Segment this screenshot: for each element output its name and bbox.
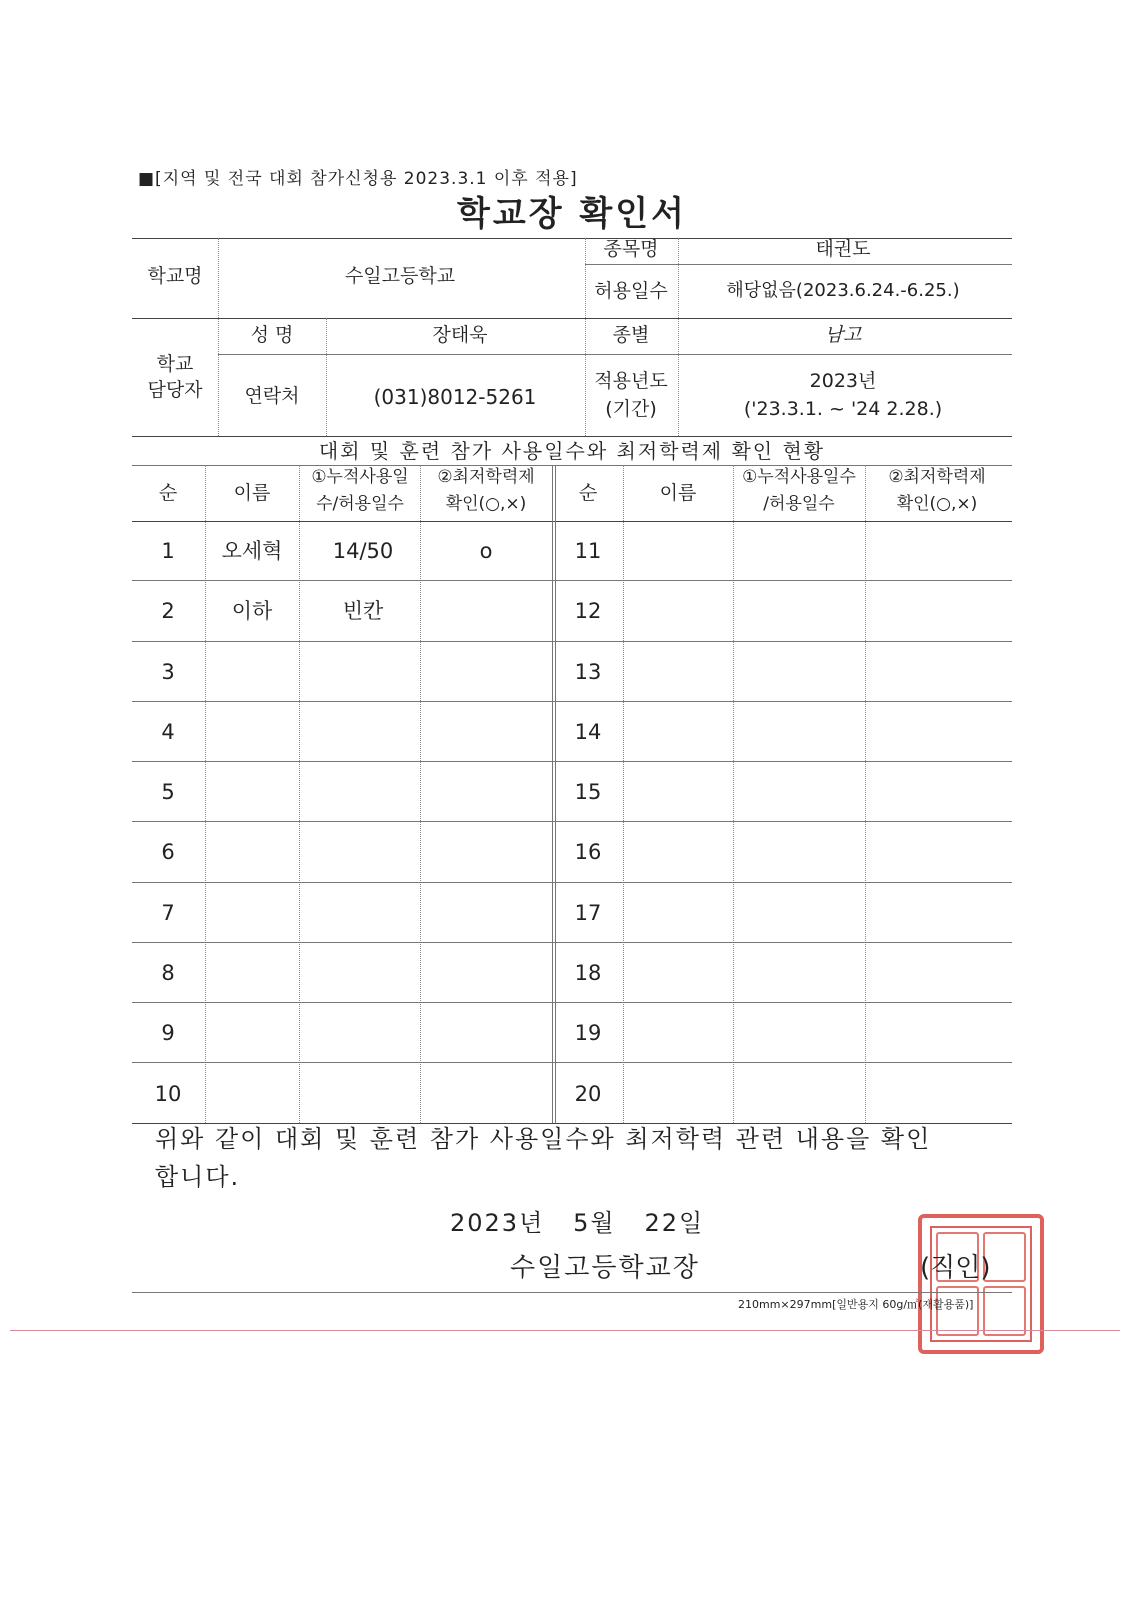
date-text: 2023년 5월 22일 [450, 1209, 705, 1237]
col-header-days-sub: 수/허용일수 [316, 494, 404, 514]
header-note: ■[지역 및 전국 대회 참가신청용 2023.3.1 이후 적용] [138, 169, 578, 189]
row-number: 5 [161, 780, 175, 804]
row-number-right: 17 [574, 901, 602, 925]
margin-line [10, 1330, 1120, 1331]
row-number: 7 [161, 901, 175, 925]
confirm-text-end: 합니다. [155, 1163, 241, 1191]
table-top-border [132, 238, 1012, 239]
row-number: 6 [161, 840, 175, 864]
principal-name: 수일고등학교장 [510, 1253, 700, 1283]
divider [132, 436, 1012, 437]
divider [205, 465, 206, 1123]
year-label: 적용년도 [594, 370, 668, 392]
manager-label: 학교 담당자 [147, 353, 203, 401]
row-number-right: 11 [574, 539, 602, 563]
row-number: 1 [161, 539, 175, 563]
event-label: 종목명 [603, 238, 659, 260]
row-border [132, 701, 1012, 702]
header-bottom-border [132, 521, 1012, 522]
row-number: 8 [161, 961, 175, 985]
allowed-days-label: 허용일수 [594, 280, 668, 302]
row-border [132, 641, 1012, 642]
divider [132, 318, 1012, 319]
year-value: 2023년 [809, 370, 877, 392]
event-value: 태권도 [815, 238, 871, 260]
divider [585, 238, 586, 436]
confirm-text: 위와 같이 대회 및 훈련 참가 사용일수와 최저학력 관련 내용을 확인 [155, 1125, 932, 1153]
divider [132, 465, 1012, 466]
section-title: 대회 및 훈련 참가 사용일수와 최저학력제 확인 현황 [318, 439, 826, 463]
col-header-days-right-sub: /허용일수 [763, 494, 835, 514]
row-days: 14/50 [332, 539, 394, 563]
row-border [132, 821, 1012, 822]
divider [733, 465, 734, 1123]
row-number-right: 14 [574, 720, 602, 744]
divider [585, 264, 1012, 265]
bottom-rule [132, 1292, 1012, 1293]
col-header-check-right: ②최저학력제 [888, 467, 986, 487]
divider [218, 238, 219, 436]
row-name: 이하 [231, 599, 273, 623]
divider [555, 465, 556, 1123]
school-label: 학교명 [147, 265, 203, 287]
divider [299, 465, 300, 1123]
row-number-right: 16 [574, 840, 602, 864]
row-number-right: 18 [574, 961, 602, 985]
row-number: 4 [161, 720, 175, 744]
divider [678, 238, 679, 436]
paper-spec: 210mm×297mm[일반용지 60g/㎡(재활용품)] [738, 1298, 974, 1311]
row-border [132, 1002, 1012, 1003]
official-seal [918, 1214, 1044, 1354]
row-number: 2 [161, 599, 175, 623]
gender-label: 종별 [612, 324, 650, 346]
divider [865, 465, 866, 1123]
table-bottom-border [132, 1123, 1012, 1124]
row-name: 오세혁 [221, 539, 283, 563]
divider [326, 318, 327, 436]
row-number-right: 13 [574, 660, 602, 684]
row-number-right: 19 [574, 1021, 602, 1045]
col-header-no-right: 순 [578, 482, 598, 504]
divider [552, 465, 553, 1123]
seal-label: (직인) [920, 1253, 991, 1283]
name-value: 장태욱 [432, 324, 488, 346]
row-number: 3 [161, 660, 175, 684]
divider [420, 465, 421, 1123]
row-border [132, 882, 1012, 883]
row-check: o [479, 539, 493, 563]
row-border [132, 1062, 1012, 1063]
divider [218, 354, 1012, 355]
row-number-right: 20 [574, 1082, 602, 1106]
row-border [132, 942, 1012, 943]
col-header-no: 순 [158, 482, 178, 504]
row-number: 9 [161, 1021, 175, 1045]
col-header-days-right: ①누적사용일수 [742, 467, 856, 487]
row-number: 10 [154, 1082, 182, 1106]
contact-value: (031)8012-5261 [373, 385, 537, 409]
col-header-check: ②최저학력제 [437, 467, 535, 487]
period-label: (기간) [605, 398, 657, 420]
col-header-check-sub: 확인(○,×) [445, 494, 527, 514]
col-header-name-right: 이름 [659, 482, 697, 504]
divider [623, 465, 624, 1123]
row-border [132, 580, 1012, 581]
allowed-days-value: 해당없음(2023.6.24.-6.25.) [726, 280, 960, 301]
gender-value: 남고 [824, 324, 862, 346]
row-number-right: 15 [574, 780, 602, 804]
col-header-name: 이름 [233, 482, 271, 504]
row-border [132, 761, 1012, 762]
name-label: 성 명 [250, 324, 294, 346]
school-name: 수일고등학교 [344, 265, 456, 287]
col-header-check-right-sub: 확인(○,×) [896, 494, 978, 514]
row-number-right: 12 [574, 599, 602, 623]
col-header-days: ①누적사용일 [311, 467, 409, 487]
page-title: 학교장 확인서 [457, 194, 687, 234]
contact-label: 연락처 [244, 385, 300, 407]
row-days: 빈칸 [342, 599, 384, 623]
period-value: ('23.3.1. ~ '24 2.28.) [743, 398, 943, 420]
